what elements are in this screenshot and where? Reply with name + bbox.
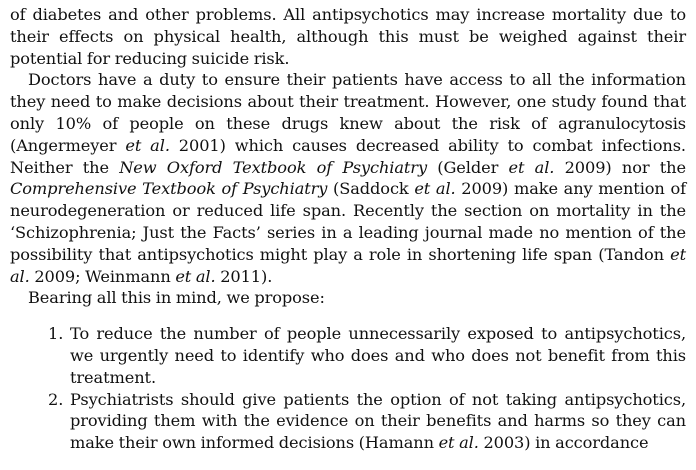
- citation-et-al: et al.: [175, 266, 216, 286]
- book-title: Comprehensive Textbook of Psychiatry: [10, 179, 328, 199]
- list-item-text: To reduce the number of people unnecessarily exposed to antipsychotics, we urgently need to identify who does and who does not benefit from this treatment.: [70, 324, 686, 387]
- citation-et-al: et al.: [414, 179, 456, 199]
- text-run: Doctors have a duty to ensure their patients have access to all the information they need to make decisions about their treatment. However, one study found that only 10% of people on these drugs knew about the risk of agranulocytosis (Angermeyer: [10, 70, 686, 155]
- text-run: (Gelder: [427, 157, 509, 177]
- book-title: New Oxford Textbook of Psychiatry: [119, 157, 427, 177]
- text-run: (Saddock: [327, 179, 415, 199]
- list-item: [10, 389, 686, 454]
- list-item-text: Psychiatrists should give patients the option of not taking antipsychotics, providing them with the evidence on their benefits and harms so they can make their own informed decisions (Hamann: [70, 389, 686, 453]
- citation-et-al: et al.: [10, 244, 686, 286]
- paragraph-continuation: of diabetes and other problems. All antipsychotics may increase mortality due to their effects on physical health, although this must be weighed against their potential for reducing suicide risk.: [10, 5, 686, 68]
- text-run: 2009; Weinmann: [29, 266, 176, 286]
- paragraph-proposal-intro: Bearing all this in mind, we propose:: [28, 288, 325, 308]
- citation-et-al: et al.: [438, 433, 479, 453]
- list-item-text: 2003) in accordance: [478, 433, 649, 453]
- citation-et-al: et al.: [508, 157, 555, 177]
- text-run: 2001) which causes decreased ability to combat infections. Neither the: [10, 135, 686, 177]
- text-run: 2009) nor the: [554, 157, 686, 177]
- list-item: [10, 323, 686, 388]
- proposal-list: [10, 323, 686, 454]
- text-run: 2011).: [215, 266, 273, 286]
- citation-et-al: et al.: [125, 135, 170, 155]
- list-number: 2.: [48, 389, 64, 409]
- paragraph-doctors-duty: [10, 69, 686, 287]
- list-number: 1.: [48, 324, 64, 344]
- text-run: 2009) make any mention of neurodegeneration or reduced life span. Recently the section on mortality in the ‘Schizophrenia; Just the Facts’ series in a leading journal made no mention of the possibility that antipsychotics might play a role in shortening life span (Tandon: [10, 179, 686, 264]
